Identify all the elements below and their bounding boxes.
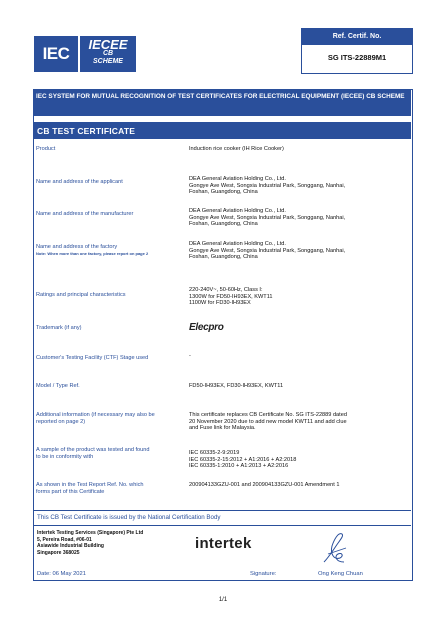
ctf-label: Customer's Testing Facility (CTF) Stage used <box>36 355 149 361</box>
iecee-logo: IECEE CB SCHEME <box>80 36 136 72</box>
national-statement-bar <box>33 510 411 526</box>
ncb-address: Intertek Testing Services (Singapore) Pte Ltd 5, Pereira Road, #06-01 Asiawide Industrial Building Singapore 368025 <box>37 530 144 556</box>
additional-info-value: This certificate replaces CB Certificate No. SG ITS-22889 dated 20 November 2020 due to add new model KWT11 and add clue and Fuse link for Malaysia. <box>189 412 347 432</box>
factory-note: Note: When more than one factory, please report on page 2 <box>36 250 149 256</box>
ratings-label: Ratings and principal characteristics <box>36 292 126 298</box>
reference-label: Ref. Certif. No. <box>302 29 412 45</box>
test-report-label: As shown in the Test Report Ref. No. which forms part of this Certificate <box>36 482 144 495</box>
factory-label: Name and address of the factory Note: When more than one factory, please report on page 2 <box>36 244 186 256</box>
test-report-value: 200904133GZU-001 and 200904133GZU-001 Amendment 1 <box>189 482 340 488</box>
page-number: 1/1 <box>218 597 228 603</box>
certificate-title-bar <box>33 122 411 139</box>
national-statement: This CB Test Certificate is issued by the National Certification Body <box>37 514 221 521</box>
standards-value: IEC 60335-2-9:2019 IEC 60335-2-15:2012 + A1:2016 + A2:2018 IEC 60335-1:2010 + A1:2013 + A2:2016 <box>189 450 297 470</box>
ctf-value: - <box>189 353 191 359</box>
system-title: IEC SYSTEM FOR MUTUAL RECOGNITION OF TEST CERTIFICATES FOR ELECTRICAL EQUIPMENT (IECEE) CB SCHEME <box>33 89 411 116</box>
issue-date: Date: 06 May 2021 <box>37 571 86 577</box>
ratings-value: 220-240V~, 50-60Hz, Class I: 1300W for FD50-IH93EX, KWT11 1100W for FD30-IH93EX <box>189 287 273 307</box>
certificate-frame <box>33 89 413 581</box>
factory-value: DEA General Aviation Holding Co., Ltd. Gongye Ave West, Songxia Industrial Park, Songgang, Nanhai, Foshan, Guangdong, China <box>189 241 346 261</box>
trademark-logo: Elecpro <box>189 322 224 333</box>
handwritten-signature <box>318 532 352 568</box>
model-label: Model / Type Ref. <box>36 383 80 389</box>
signer-name: Ong Keng Chuan <box>318 571 363 577</box>
iec-iecee-logo <box>34 34 140 74</box>
certificate-title: CB TEST CERTIFICATE <box>37 126 136 136</box>
iec-logo: IEC <box>34 36 78 72</box>
applicant-label: Name and address of the applicant <box>36 179 123 185</box>
additional-info-label: Additional information (if necessary may also be reported on page 2) <box>36 412 155 425</box>
product-value: Induction rice cooker (IH Rice Cooker) <box>189 146 284 152</box>
intertek-logo: intertek <box>195 535 252 552</box>
trademark-label: Trademark (if any) <box>36 325 82 331</box>
reference-number: SG ITS-22889M1 <box>327 53 387 62</box>
manufacturer-label: Name and address of the manufacturer <box>36 211 134 217</box>
model-value: FD50-IH93EX, FD30-IH93EX, KWT11 <box>189 383 284 389</box>
sample-label: A sample of the product was tested and found to be in conformity with <box>36 447 150 460</box>
reference-box <box>301 28 413 74</box>
applicant-value: DEA General Aviation Holding Co., Ltd. Gongye Ave West, Songxia Industrial Park, Songgang, Nanhai, Foshan, Guangdong, China <box>189 176 346 196</box>
signature-stroke <box>324 534 344 562</box>
product-label: Product <box>36 146 56 152</box>
signature-label: Signature: <box>250 571 277 577</box>
manufacturer-value: DEA General Aviation Holding Co., Ltd. Gongye Ave West, Songxia Industrial Park, Songgang, Nanhai, Foshan, Guangdong, China <box>189 208 346 228</box>
signature-cross-stroke <box>328 548 346 554</box>
